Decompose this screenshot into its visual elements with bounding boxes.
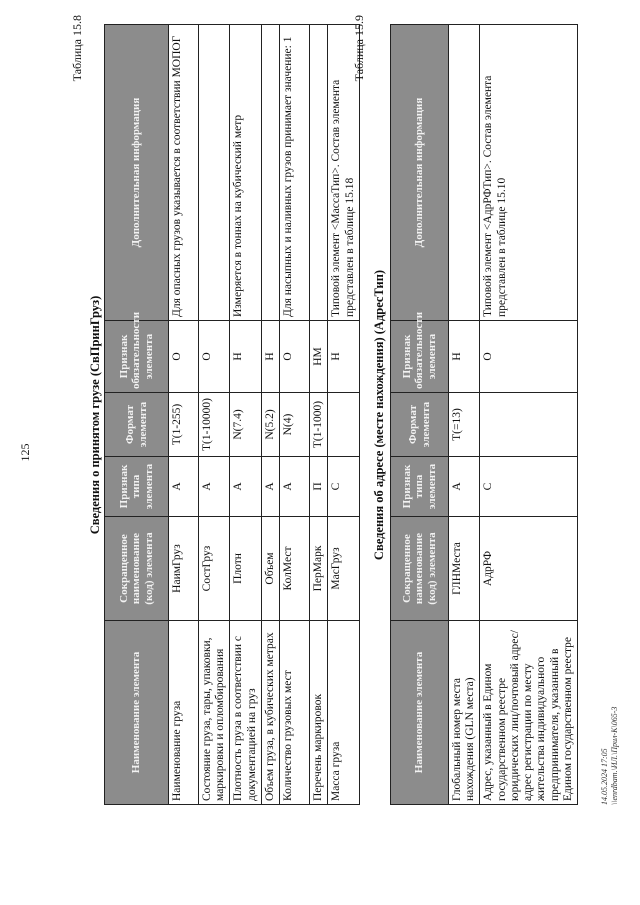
cell-format: T(1-10000) [199, 393, 230, 457]
cell-code: СостГруз [199, 517, 230, 621]
cell-format: N(4) [280, 393, 310, 457]
cell-code: НаимГруз [169, 517, 199, 621]
cell-code: АдрРФ [480, 517, 578, 621]
cell-name: Наименование груза [169, 621, 199, 805]
table-caption-15-9: Сведения об адресе (месте нахождения) (АдресТип) [372, 269, 386, 561]
cell-format [480, 393, 578, 457]
cell-code: МасГруз [328, 517, 359, 621]
header-additional-info: Дополнительная информация [105, 25, 169, 321]
cell-info [449, 25, 480, 321]
cell-type: А [169, 457, 199, 517]
cell-name: Объем груза, в кубических метрах [261, 621, 279, 805]
cell-name: Плотность груза в соответствии с документацией на груз [230, 621, 261, 805]
header-element-code: Сокращенное наименование (код) элемента [391, 517, 449, 621]
header-element-code: Сокращенное наименование (код) элемента [105, 517, 169, 621]
footer-file-path: \\enrdbam.\ИЛ.\Прил-K\065-3 [609, 706, 619, 805]
cell-name: Состояние груза, тары, упаковки, маркировки и опломбирования [199, 621, 230, 805]
cell-code: КолМест [280, 517, 310, 621]
table-row [261, 25, 279, 805]
table-label-15-8: Таблица 15.8 [70, 15, 84, 82]
cargo-info-table [104, 24, 360, 805]
cell-format: N(7.4) [230, 393, 261, 457]
address-info-table [390, 24, 578, 805]
cell-type: А [280, 457, 310, 517]
header-element-name: Наименование элемента [391, 621, 449, 805]
cell-name: Адрес, указанный в Едином государственном реестре юридических лиц/почтовый адрес/адрес регистрации по месту жительства индивидуального предпринимателя, указанный в Едином государственном реестре [480, 621, 578, 805]
cell-info: Для насыпных и наливных грузов принимает значение: 1 [280, 25, 310, 321]
table-row [230, 25, 261, 805]
table-row [280, 25, 310, 805]
cell-required: Н [449, 321, 480, 393]
cell-type: А [449, 457, 480, 517]
cell-name: Масса груза [328, 621, 359, 805]
cell-type: А [199, 457, 230, 517]
table-row [199, 25, 230, 805]
footer-stamp [600, 505, 619, 805]
cell-type: А [230, 457, 261, 517]
cell-info: Типовой элемент <АдрРФТип>. Состав элемента представлен в таблице 15.10 [480, 25, 578, 321]
table-caption-15-8: Сведения о принятом грузе (СвПринГруз) [88, 295, 102, 535]
cell-code: Объем [261, 517, 279, 621]
cell-required: Н [230, 321, 261, 393]
cell-required: О [199, 321, 230, 393]
cell-required: О [280, 321, 310, 393]
footer-timestamp: 14.05.2024 17:05 [600, 748, 609, 805]
cell-info [199, 25, 230, 321]
header-element-type: Признак типа элемента [391, 457, 449, 517]
header-element-type: Признак типа элемента [105, 457, 169, 517]
header-additional-info: Дополнительная информация [391, 25, 449, 321]
cell-type: С [328, 457, 359, 517]
cell-name: Глобальный номер места нахождения (GLN места) [449, 621, 480, 805]
table-row [310, 25, 328, 805]
cell-type: А [261, 457, 279, 517]
table-label-15-9: Таблица 15.9 [352, 15, 366, 82]
cell-type: С [480, 457, 578, 517]
header-element-name: Наименование элемента [105, 621, 169, 805]
cell-info [310, 25, 328, 321]
cell-format: T(=13) [449, 393, 480, 457]
cell-type: П [310, 457, 328, 517]
table-row [169, 25, 199, 805]
header-element-format: Формат элемента [105, 393, 169, 457]
cell-name: Перечень маркировок [310, 621, 328, 805]
cell-code: ГЛНМеста [449, 517, 480, 621]
cell-required: Н [261, 321, 279, 393]
cell-format: T(1-255) [169, 393, 199, 457]
cell-info: Измеряется в тоннах на кубический метр [230, 25, 261, 321]
header-element-required: Признак обязательности элемента [105, 321, 169, 393]
cell-code: ПерМарк [310, 517, 328, 621]
cell-required: Н [328, 321, 359, 393]
cell-info [261, 25, 279, 321]
cell-required: О [480, 321, 578, 393]
cell-required: НМ [310, 321, 328, 393]
cell-required: О [169, 321, 199, 393]
cell-info: Для опасных грузов указывается в соответствии МОПОГ [169, 25, 199, 321]
cell-format: T(1-1000) [310, 393, 328, 457]
table-row [449, 25, 480, 805]
page-number: 125 [18, 443, 32, 462]
cell-name: Количество грузовых мест [280, 621, 310, 805]
header-element-format: Формат элемента [391, 393, 449, 457]
cell-code: Плотн [230, 517, 261, 621]
cell-info: Типовой элемент <МассаТип>. Состав элемента представлен в таблице 15.18 [328, 25, 359, 321]
header-element-required: Признак обязательности элемента [391, 321, 449, 393]
table-row [480, 25, 578, 805]
cell-format: N(5.2) [261, 393, 279, 457]
cell-format [328, 393, 359, 457]
